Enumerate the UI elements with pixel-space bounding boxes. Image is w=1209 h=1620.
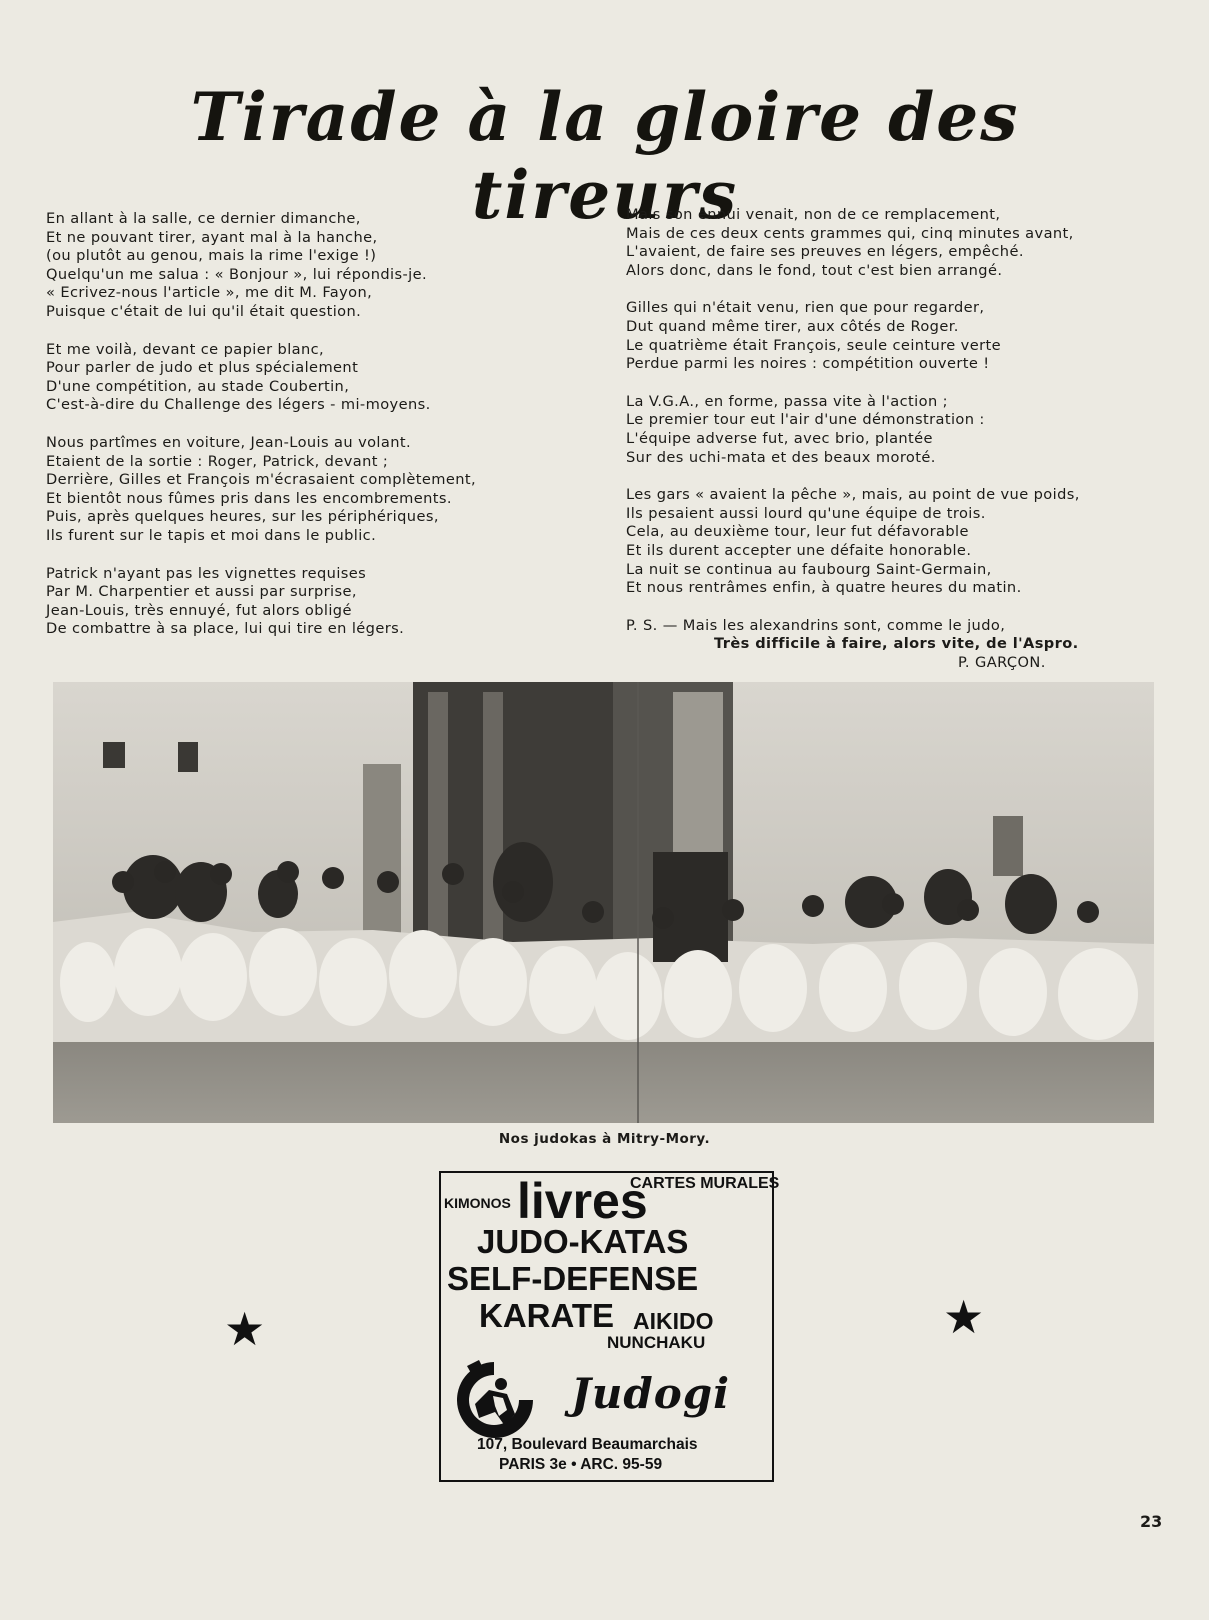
verse-line: Etaient de la sortie : Roger, Patrick, devant ; [46, 452, 389, 470]
verse-line: Et ne pouvant tirer, ayant mal à la hanche, [46, 228, 378, 246]
verse-line: Et nous rentrâmes enfin, à quatre heures du matin. [626, 579, 1022, 597]
verse-line: Par M. Charpentier et aussi par surprise, [46, 583, 357, 601]
verse-line: Le premier tour eut l'air d'une démonstration : [626, 411, 985, 429]
verse-line: L'équipe adverse fut, avec brio, plantée [626, 429, 933, 447]
star-icon: ★ [224, 1302, 266, 1356]
judo-logo-icon [449, 1356, 539, 1438]
stanza [626, 486, 1146, 598]
verse-line: Les gars « avaient la pêche », mais, au point de vue poids, [626, 486, 1080, 504]
verse-line: Gilles qui n'était venu, rien que pour regarder, [626, 299, 985, 317]
verse-line: De combattre à sa place, lui qui tire en légers. [46, 620, 405, 638]
verse-line: L'avaient, de faire ses preuves en légers, empêché. [626, 243, 1024, 261]
verse-line: Puis, après quelques heures, sur les périphériques, [46, 508, 439, 526]
verse-line: Ils furent sur le tapis et moi dans le public. [46, 526, 377, 544]
verse-line: « Ecrivez-nous l'article », me dit M. Fayon, [46, 284, 373, 302]
stanza [626, 299, 1146, 373]
ad-address: 107, Boulevard Beaumarchais [477, 1436, 698, 1453]
verse-line: D'une compétition, au stade Coubertin, [46, 377, 350, 395]
ad-cartes-murales: CARTES MURALES [630, 1175, 780, 1192]
stanza [46, 341, 566, 415]
verse-line: Derrière, Gilles et François m'écrasaient complètement, [46, 471, 477, 489]
verse-line: Pour parler de judo et plus spécialement [46, 359, 359, 377]
photo-caption: Nos judokas à Mitry-Mory. [498, 1131, 711, 1147]
verse-line: Puisque c'était de lui qu'il était question. [46, 302, 362, 320]
verse-line: La nuit se continua au faubourg Saint-Germain, [626, 560, 992, 578]
verse-line: Quelqu'un me salua : « Bonjour », lui répondis-je. [46, 265, 428, 283]
verse-line: Perdue parmi les noires : compétition ouverte ! [626, 355, 990, 373]
verse-line: Mais son ennui venait, non de ce remplacement, [626, 206, 1001, 223]
ad-judo-katas: JUDO-KATAS [477, 1223, 689, 1260]
stanza [626, 393, 1146, 467]
verse-line: Et ils durent accepter une défaite honorable. [626, 541, 972, 559]
author-signature: P. GARÇON. [958, 653, 1046, 671]
postscript-bold-line: Très difficile à faire, alors vite, de l'Aspro. [714, 635, 1079, 653]
photo-illustration [53, 682, 1154, 1123]
verse-line: Patrick n'ayant pas les vignettes requises [46, 564, 367, 582]
verse-line: Le quatrième était François, seule ceinture verte [626, 336, 1002, 354]
ad-self-defense: SELF-DEFENSE [447, 1260, 699, 1297]
postscript-line: P. S. — Mais les alexandrins sont, comme le judo, [626, 616, 1006, 634]
verse-line: Jean-Louis, très ennuyé, fut alors obligé [46, 601, 352, 619]
postscript [626, 617, 1146, 673]
stanza [46, 565, 566, 639]
ad-city-phone: PARIS 3e • ARC. 95-59 [499, 1456, 663, 1473]
verse-line: Et bientôt nous fûmes pris dans les encombrements. [46, 489, 452, 507]
stanza [626, 206, 1146, 280]
ad-karate: KARATE [479, 1297, 615, 1334]
verse-line: Nous partîmes en voiture, Jean-Louis au volant. [46, 433, 412, 451]
verse-line: Ils pesaient aussi lourd qu'une équipe de trois. [626, 504, 986, 522]
stanza [46, 434, 566, 546]
ad-livres: livres [517, 1173, 648, 1229]
verse-line: (ou plutôt au genou, mais la rime l'exige !) [46, 247, 377, 265]
verse-line: La V.G.A., en forme, passa vite à l'action ; [626, 392, 948, 410]
verse-line: Sur des uchi-mata et des beaux moroté. [626, 448, 936, 466]
judokas-photo [53, 682, 1154, 1123]
verse-line: Dut quand même tirer, aux côtés de Roger. [626, 317, 959, 335]
verse-line: Cela, au deuxième tour, leur fut défavorable [626, 523, 969, 541]
poem-left-column [46, 210, 566, 658]
judogi-advertisement [439, 1171, 780, 1482]
ad-brand-judogi: Judogi [571, 1369, 731, 1418]
verse-line: En allant à la salle, ce dernier dimanche, [46, 210, 361, 227]
poem-right-column [626, 206, 1146, 672]
ad-nunchaku: NUNCHAKU [607, 1333, 706, 1352]
star-icon: ★ [943, 1290, 985, 1344]
ad-kimonos: KIMONOS [444, 1195, 511, 1211]
article-title: Tirade à la gloire des tireurs [190, 78, 1020, 234]
page-number: 23 [1140, 1512, 1163, 1531]
ad-aikido: AIKIDO [633, 1308, 714, 1334]
verse-line: C'est-à-dire du Challenge des légers - mi-moyens. [46, 396, 431, 414]
verse-line: Alors donc, dans le fond, tout c'est bien arrangé. [626, 261, 1003, 279]
stanza [46, 210, 566, 322]
verse-line: Et me voilà, devant ce papier blanc, [46, 340, 325, 358]
verse-line: Mais de ces deux cents grammes qui, cinq minutes avant, [626, 224, 1074, 242]
